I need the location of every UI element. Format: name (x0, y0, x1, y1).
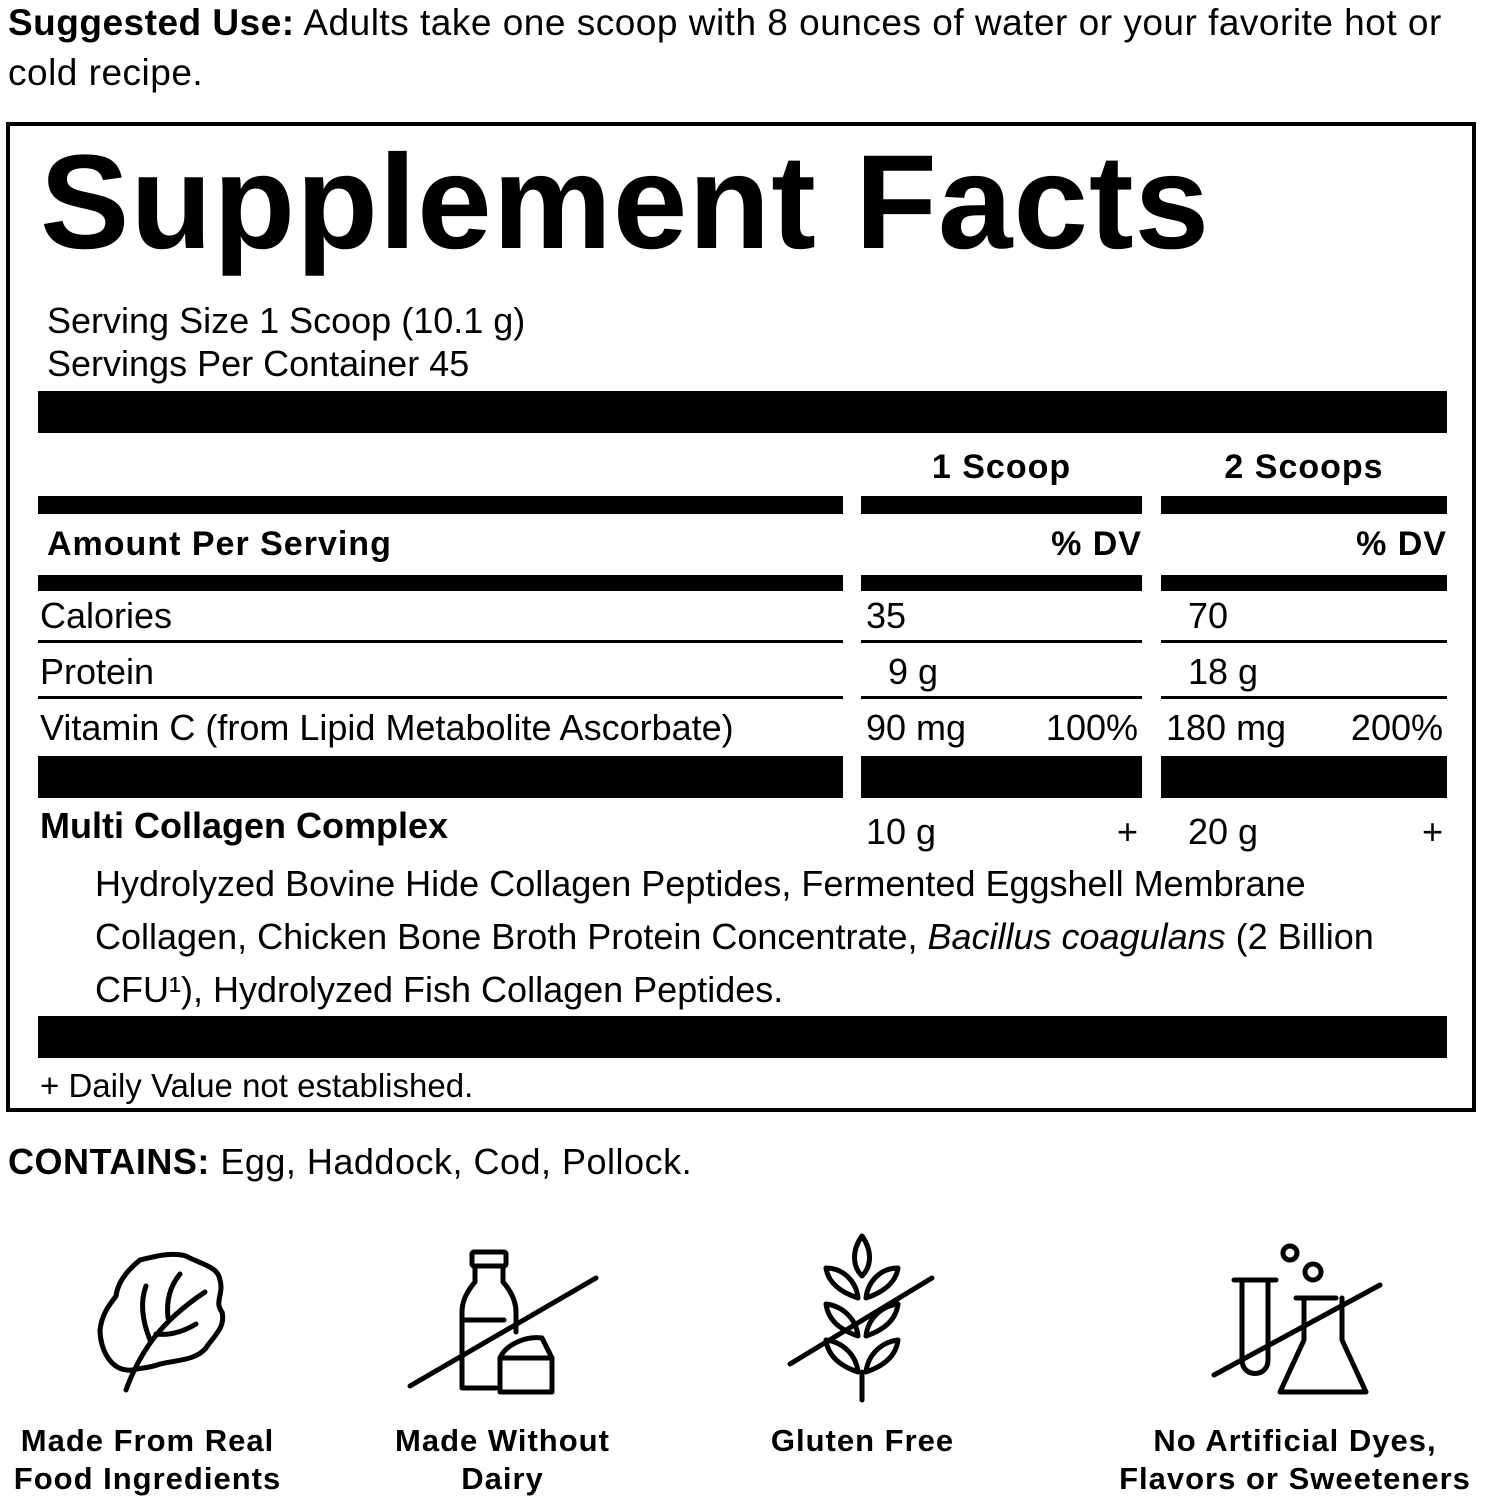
thick-divider (38, 756, 843, 798)
thick-divider (861, 756, 1142, 798)
col2-amount: 180 mg (1166, 707, 1287, 748)
col2-amount: 18 g (1188, 651, 1259, 692)
complex-col2-amount: 20 g (1188, 811, 1259, 852)
col1-amount: 35 (866, 595, 907, 636)
serving-size: Serving Size 1 Scoop (10.1 g) (47, 300, 526, 341)
row-divider (861, 640, 1142, 643)
divider (861, 496, 1142, 514)
divider (38, 575, 843, 591)
divider (861, 575, 1142, 591)
badge-caption-line: Gluten Free (770, 1423, 955, 1458)
suggested-use-text: Adults take one scoop with 8 ounces of water or your favorite hot or cold recipe. (8, 2, 1442, 93)
amount-per-serving: Amount Per Serving (47, 525, 392, 563)
ingredients-text: (2 Billion CFU¹), Hydrolyzed Fish Collagen Peptides. (95, 916, 1374, 1010)
divider (1161, 496, 1447, 514)
badge-real-food (0, 1422, 295, 1498)
complex-ingredients (95, 857, 1415, 1016)
no-dairy-icon (400, 1245, 610, 1400)
contains-statement (8, 1140, 692, 1184)
servings-per-container: Servings Per Container 45 (47, 343, 470, 384)
badge-caption-line: Made From Real (20, 1423, 275, 1458)
complex-col2-dv: + (1421, 811, 1443, 852)
panel-title: Supplement Facts (40, 128, 1211, 277)
no-lab-icon (1205, 1238, 1390, 1403)
col1-dv-header: % DV (1051, 525, 1142, 563)
no-wheat-icon (785, 1228, 940, 1408)
thick-divider (38, 1016, 1447, 1058)
ingredients-text: Hydrolyzed Bovine Hide Collagen Peptides, Fermented Eggshell Membrane Collagen, Chicken Bone Broth Protein Concentrate, (95, 863, 1306, 957)
suggested-use (8, 0, 1478, 98)
divider (1161, 575, 1447, 591)
complex-name: Multi Collagen Complex (40, 805, 449, 846)
badge-caption-line: Flavors or Sweeteners (1119, 1461, 1471, 1496)
col2-dv: 200% (1350, 707, 1443, 748)
complex-col1-dv: + (1116, 811, 1138, 852)
col1-amount: 9 g (888, 651, 939, 692)
col1-dv: 100% (1045, 707, 1138, 748)
nutrient-name: Calories (40, 595, 173, 636)
ingredients-italic: Bacillus coagulans (927, 916, 1226, 957)
badge-no-artificial (1105, 1422, 1485, 1498)
row-divider (38, 696, 843, 699)
complex-col1-amount: 10 g (866, 811, 937, 852)
badge-no-dairy (360, 1422, 645, 1498)
thick-divider (1161, 756, 1447, 798)
badge-caption-line: Made Without (395, 1423, 610, 1458)
thick-divider (38, 391, 1447, 433)
leaf-icon (90, 1240, 240, 1400)
badge-caption-line: Dairy (461, 1461, 544, 1496)
row-divider (1161, 640, 1447, 643)
badge-gluten-free (720, 1422, 1005, 1460)
row-divider (38, 640, 843, 643)
divider (38, 496, 843, 514)
row-divider (861, 696, 1142, 699)
contains-label: CONTAINS: (8, 1141, 210, 1182)
suggested-use-label: Suggested Use: (8, 2, 295, 43)
row-divider (1161, 696, 1447, 699)
nutrient-name: Protein (40, 651, 155, 692)
col2-dv-header: % DV (1356, 525, 1447, 563)
contains-text: Egg, Haddock, Cod, Pollock. (209, 1141, 693, 1182)
col1-amount: 90 mg (866, 707, 967, 748)
col2-amount: 70 (1188, 595, 1229, 636)
badge-caption-line: Food Ingredients (13, 1461, 282, 1496)
footnote: + Daily Value not established. (40, 1067, 474, 1104)
nutrient-name: Vitamin C (from Lipid Metabolite Ascorbate) (40, 707, 734, 748)
col2-header: 2 Scoops (1224, 448, 1384, 486)
col1-header: 1 Scoop (931, 448, 1072, 486)
badge-caption-line: No Artificial Dyes, (1153, 1423, 1437, 1458)
